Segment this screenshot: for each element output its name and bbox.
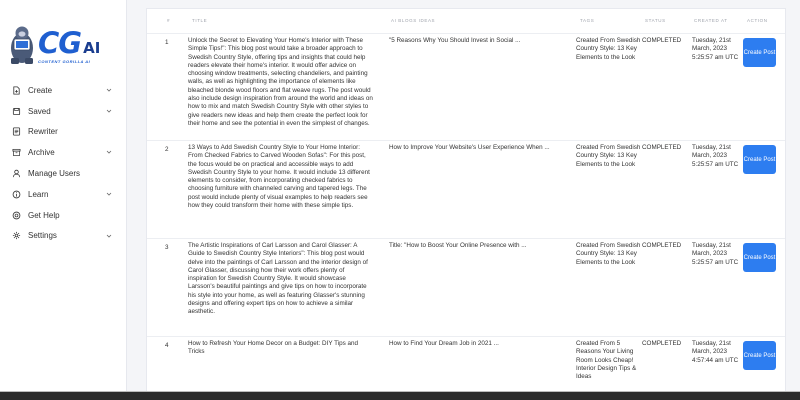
column-header-action: ACTION	[747, 18, 768, 23]
row-tags: Created From 5 Reasons Your Living Room Looks Cheap! Interior Design Tips & Ideas	[576, 340, 637, 381]
save-icon	[12, 107, 21, 116]
row-title: The Artistic Inspirations of Carl Larsson and Carol Glasser: A Guide to Swedish Country Style Interiors": This blog post would delve into the paintings of Carl Larsson and the interior design of Carol Glasser, discussing how their work offers plenty of inspiration for Swedish Country Style. It would showcase Larsson's beautiful paintings and give tips on how to incorporate his style into your home, as well as featuring Glasser's stunning designs and offering expert tips on how to achieve a similar aesthetic.	[188, 242, 368, 316]
archive-icon	[12, 148, 21, 157]
user-icon	[12, 169, 21, 178]
row-created-at: Tuesday, 21st March, 2023 4:57:44 am UTC	[692, 340, 739, 364]
chevron-down-icon	[106, 87, 112, 93]
row-idea: How to Find Your Dream Job in 2021 ...	[389, 340, 499, 347]
row-tags: Created From Swedish Country Style: 13 Key Elements to the Look	[576, 37, 641, 61]
row-number: 4	[165, 342, 169, 349]
row-idea: "5 Reasons Why You Should Invest in Social ...	[389, 37, 521, 44]
row-number: 2	[165, 146, 169, 153]
posts-table	[146, 8, 786, 400]
status-badge: COMPLETED	[642, 340, 682, 347]
row-created-at: Tuesday, 21st March, 2023 5:25:57 am UTC	[692, 242, 739, 266]
status-badge: COMPLETED	[642, 37, 682, 44]
create-post-button[interactable]: Create Post	[743, 145, 776, 174]
row-title: Unlock the Secret to Elevating Your Home's Interior with These Simple Tips!": This blog post would take a broader approach to Swedish Country Style, offering tips and insights that could help readers elevate their home's interior. It would offer advice on choosing window treatments, selecting chandeliers, and painting walls, as well as highlighting the importance of elements like bleached blonde wood floors and flat weave rugs. The post would also include design inspiration from around the world and ideas on how to mix and match Swedish Country Style with other styles to give readers new ideas and help them create the perfect look for their home and see the potential in even the simplest of changes.	[188, 37, 373, 127]
column-header-created: CREATED AT	[694, 18, 728, 23]
column-header-status: STATUS	[645, 18, 666, 23]
row-created-at: Tuesday, 21st March, 2023 5:25:57 am UTC	[692, 144, 739, 168]
sidebar-item-label: Create	[28, 85, 53, 95]
row-idea: Title: "How to Boost Your Online Presence with ...	[389, 242, 527, 249]
column-header-title: TITLE	[192, 18, 208, 23]
sidebar	[0, 0, 127, 400]
column-header-num: #	[167, 18, 171, 23]
sidebar-item-rewriter[interactable]	[0, 122, 126, 143]
column-header-ideas: AI BLOGS IDEAS	[391, 18, 436, 23]
table-header	[147, 9, 785, 34]
chevron-down-icon	[106, 108, 112, 114]
help-icon	[12, 211, 21, 220]
row-tags: Created From Swedish Country Style: 13 Key Elements to the Look	[576, 144, 641, 168]
sidebar-item-archive[interactable]	[0, 142, 126, 163]
row-title: 13 Ways to Add Swedish Country Style to Your Home Interior: From Checked Fabrics to Carved Wooden Sofas": For this post, the focus would be on practical and accessible ways to add Swedish Country Style to your home. It would include 13 different elements to consider, from incorporating checked fabrics to choosing furniture with channeled carving and tapered legs. The post would include plenty of visual examples to help readers see how they could transform their home with these simple tips.	[188, 144, 370, 210]
create-post-button[interactable]: Create Post	[743, 341, 776, 370]
row-created-at: Tuesday, 21st March, 2023 5:25:57 am UTC	[692, 37, 739, 61]
file-plus-icon	[12, 86, 21, 95]
sidebar-item-settings[interactable]	[0, 226, 126, 247]
sidebar-nav	[0, 80, 126, 246]
row-title: How to Refresh Your Home Decor on a Budget: DIY Tips and Tricks	[188, 340, 358, 356]
table-row	[147, 33, 785, 141]
row-tags: Created From Swedish Country Style: 13 Key Elements to the Look	[576, 242, 641, 266]
brand-logo[interactable]	[6, 22, 116, 72]
info-icon	[12, 190, 21, 199]
create-post-button[interactable]: Create Post	[743, 38, 776, 67]
sidebar-item-learn[interactable]	[0, 184, 126, 205]
row-idea: How to Improve Your Website's User Experience When ...	[389, 144, 550, 151]
chevron-down-icon	[106, 191, 112, 197]
status-badge: COMPLETED	[642, 144, 682, 151]
logo-cg-text: CG	[38, 26, 82, 60]
logo-ai-text: AI	[83, 39, 101, 57]
sidebar-item-label: Saved	[28, 106, 51, 116]
sidebar-item-manage-users[interactable]	[0, 163, 126, 184]
chevron-down-icon	[106, 149, 112, 155]
chevron-down-icon	[106, 233, 112, 239]
table-row	[147, 140, 785, 239]
sidebar-item-label: Get Help	[28, 210, 60, 220]
bottom-edge-bar	[0, 391, 800, 400]
status-badge: COMPLETED	[642, 242, 682, 249]
sidebar-item-label: Manage Users	[28, 169, 81, 179]
logo-wordmark	[38, 28, 100, 58]
row-number: 3	[165, 244, 169, 251]
document-icon	[12, 127, 21, 136]
sidebar-item-saved[interactable]	[0, 101, 126, 122]
sidebar-item-label: Archive	[28, 148, 55, 158]
sidebar-item-label: Settings	[28, 231, 57, 241]
row-number: 1	[165, 39, 169, 46]
create-post-button[interactable]: Create Post	[743, 243, 776, 272]
logo-tagline: CONTENT GORILLA AI	[38, 59, 91, 64]
sidebar-item-label: Rewriter	[28, 127, 58, 137]
sidebar-item-label: Learn	[28, 189, 49, 199]
sidebar-item-get-help[interactable]	[0, 205, 126, 226]
gear-icon	[12, 231, 21, 240]
table-row	[147, 238, 785, 337]
sidebar-item-create[interactable]	[0, 80, 126, 101]
column-header-tags: TAGS	[580, 18, 595, 23]
table-row	[147, 336, 785, 396]
